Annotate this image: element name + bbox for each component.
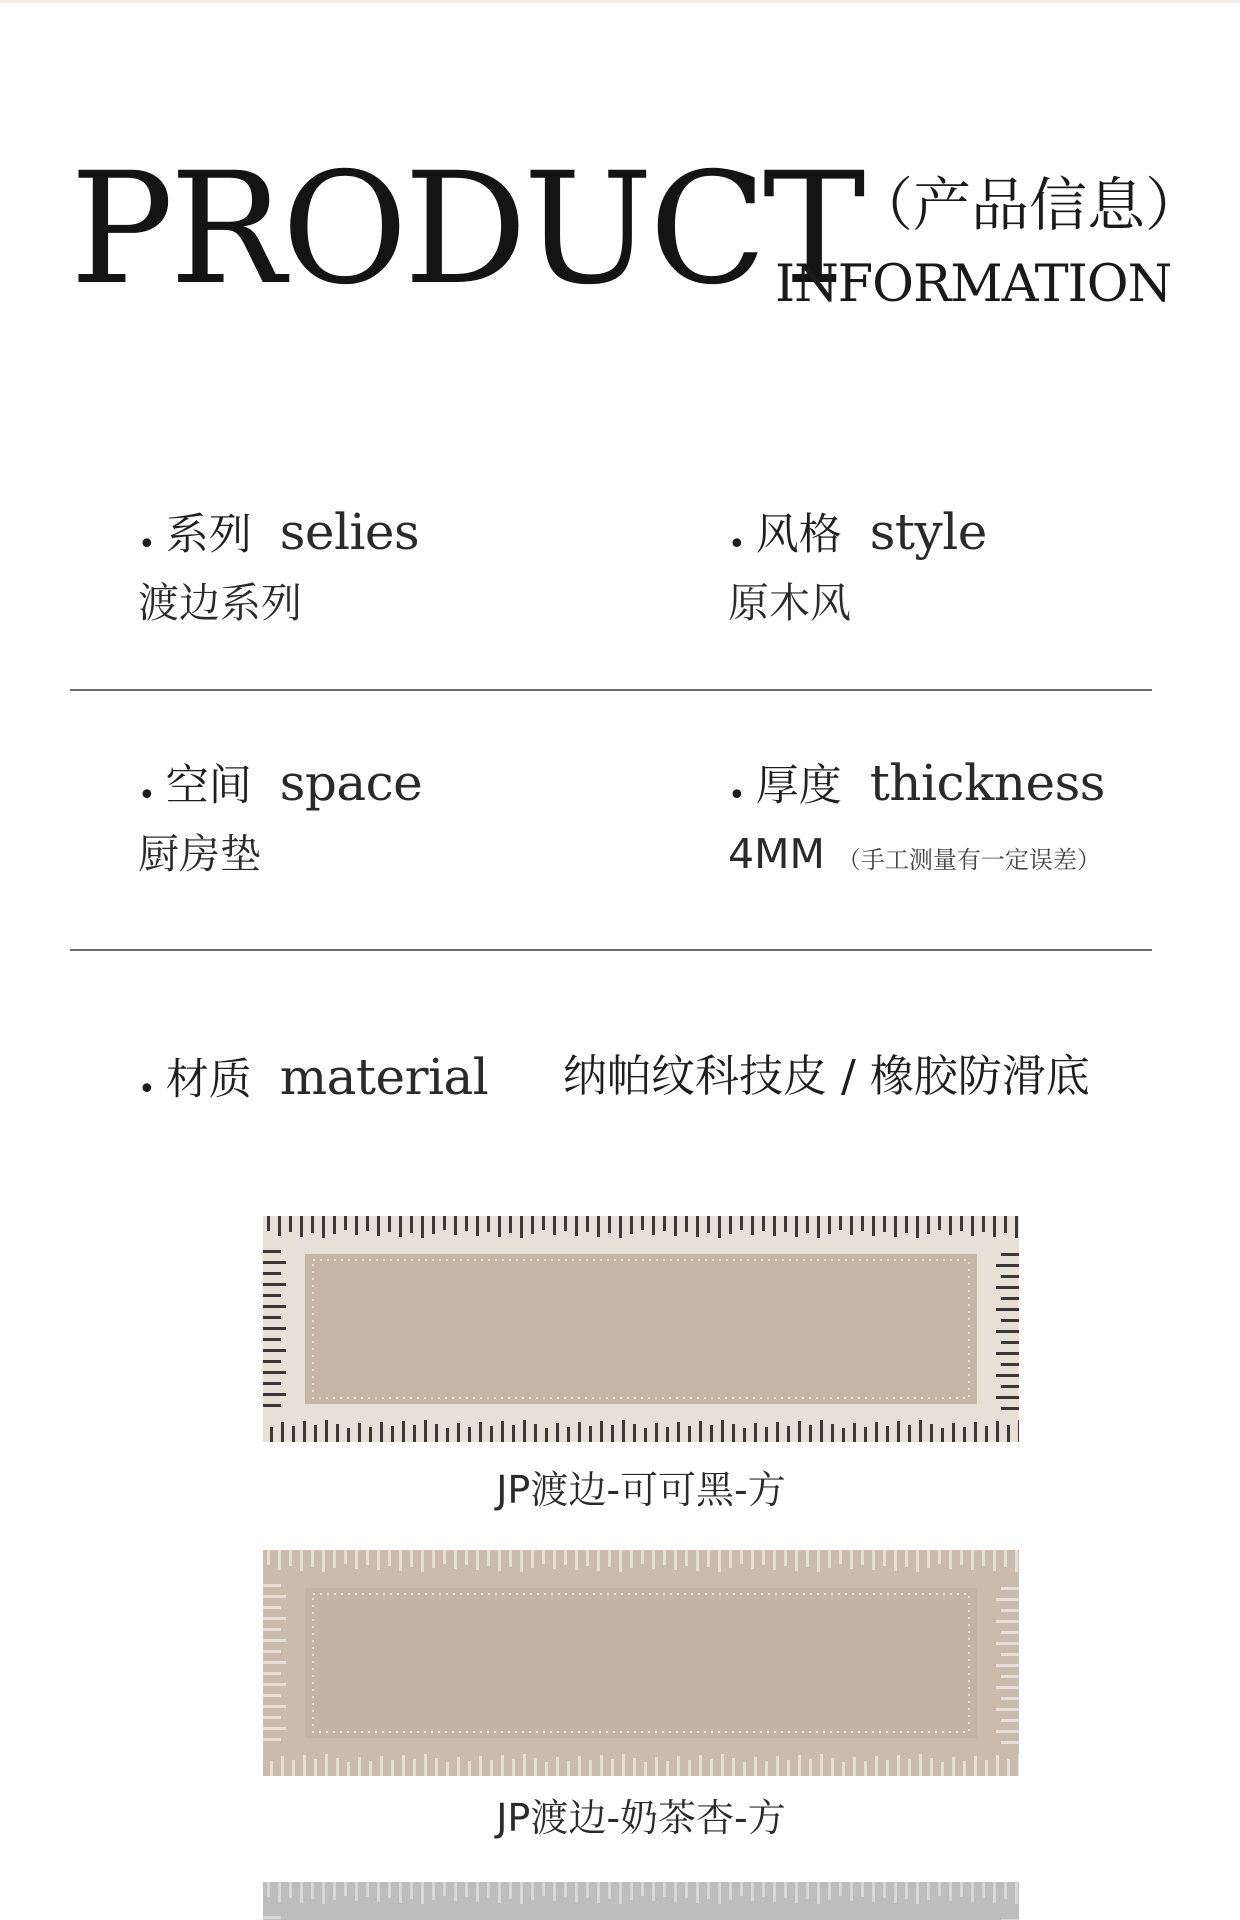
spec-series-en: selies <box>279 503 420 561</box>
spec-space-value: 厨房垫 <box>138 830 261 878</box>
spec-material-en: material <box>279 1048 489 1106</box>
page-title-cn: （产品信息） <box>855 171 1204 239</box>
bullet-icon: • <box>728 777 746 813</box>
spec-thickness-note: （手工测量有一定误差） <box>836 846 1101 874</box>
bullet-icon: • <box>728 526 746 562</box>
page-subtitle: INFORMATION <box>775 255 1172 314</box>
top-rule <box>0 0 1240 3</box>
spec-material <box>138 1042 558 1112</box>
bullet-icon: • <box>138 1071 156 1107</box>
spec-thickness-cn: 厚度 <box>755 761 842 811</box>
product-caption: JP渡边-奶茶杏-方 <box>496 1796 786 1840</box>
spec-style-label <box>728 497 1168 567</box>
product-caption: JP渡边-可可黑-方 <box>496 1468 786 1512</box>
spec-style <box>728 497 1168 633</box>
page-title: PRODUCT <box>70 140 862 319</box>
divider <box>70 949 1152 951</box>
spec-thickness-value-row <box>728 824 1188 890</box>
spec-space-cn: 空间 <box>165 761 252 811</box>
spec-space-label <box>138 748 638 818</box>
spec-space <box>138 748 638 884</box>
bullet-icon: • <box>138 777 156 813</box>
spec-style-cn: 风格 <box>755 510 842 560</box>
spec-thickness <box>728 748 1188 890</box>
spec-material-label <box>138 1042 558 1112</box>
spec-series-cn: 系列 <box>165 510 252 560</box>
spec-series-label <box>138 497 638 567</box>
spec-series-value: 渡边系列 <box>138 579 302 627</box>
spec-material-cn: 材质 <box>165 1055 252 1105</box>
bullet-icon: • <box>138 526 156 562</box>
spec-thickness-label <box>728 748 1188 818</box>
spec-space-en: space <box>279 754 423 812</box>
divider <box>70 689 1152 691</box>
spec-material-value: 纳帕纹科技皮 / 橡胶防滑底 <box>563 1051 1090 1102</box>
product-image <box>263 1550 1019 1776</box>
product-image <box>263 1216 1019 1442</box>
spec-series <box>138 497 638 633</box>
spec-style-en: style <box>869 503 987 561</box>
product-image <box>263 1882 1019 1920</box>
spec-thickness-en: thickness <box>869 754 1105 812</box>
spec-thickness-value: 4MM <box>728 830 825 878</box>
spec-style-value: 原木风 <box>728 579 851 627</box>
